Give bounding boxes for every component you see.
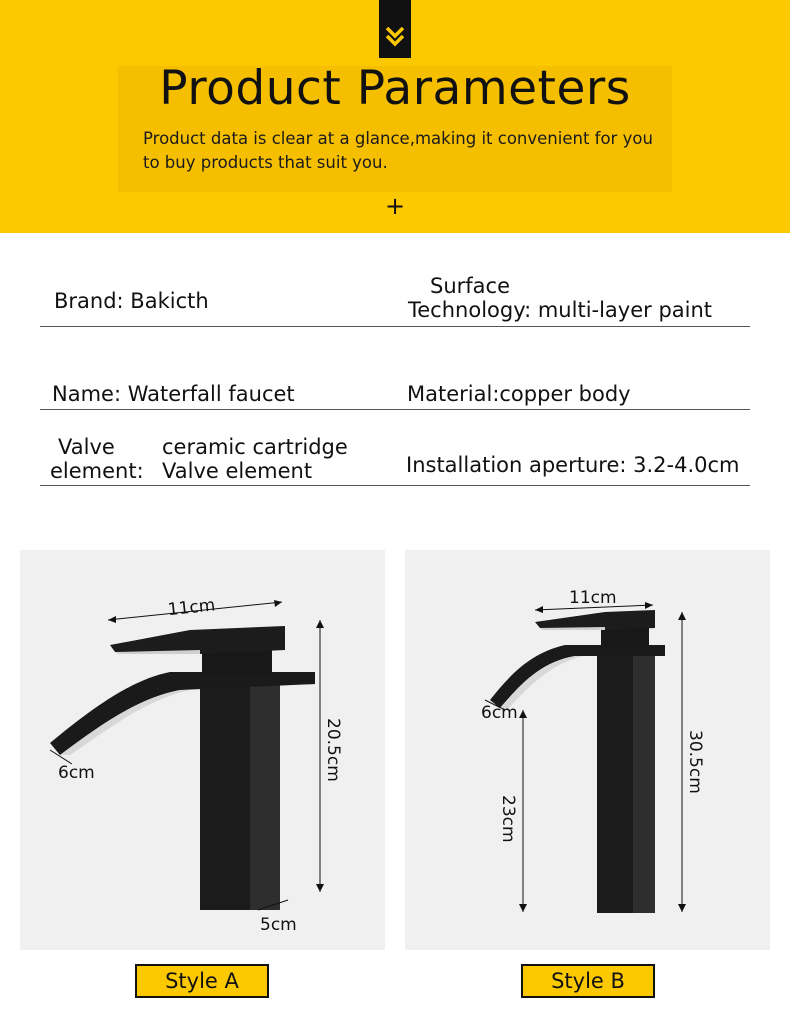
style-b-faucet-image: [405, 550, 770, 950]
param-surface-label-1: Surface: [430, 274, 511, 298]
page-title: Product Parameters: [159, 61, 631, 116]
param-name: Name: Waterfall faucet: [52, 382, 295, 406]
param-material: Material:copper body: [407, 382, 631, 406]
param-valve-value-1: ceramic cartridge: [162, 435, 348, 459]
style-a-width-label: 11cm: [166, 595, 217, 621]
style-a-spout-label: 6cm: [58, 763, 95, 783]
subtitle-line-2: to buy products that suit you.: [143, 153, 388, 172]
divider-row-3: [40, 485, 750, 486]
param-surface-technology: Technology: multi-layer paint: [408, 298, 713, 322]
style-a-button[interactable]: Style A: [135, 964, 269, 998]
style-b-body-label: 23cm: [498, 795, 518, 843]
style-a-height-label: 20.5cm: [323, 718, 343, 782]
divider-row-1: [40, 326, 750, 327]
style-b-width-label: 11cm: [569, 588, 617, 608]
header-banner: [0, 0, 790, 233]
faucet-b-handle: [535, 610, 655, 630]
double-chevron-down-icon: [379, 0, 411, 58]
plus-icon: +: [384, 192, 406, 220]
style-b-spout-label: 6cm: [481, 703, 518, 723]
param-installation-aperture: Installation aperture: 3.2-4.0cm: [406, 453, 740, 477]
param-valve-label-1: Valve: [58, 435, 115, 459]
divider-row-2: [40, 409, 750, 410]
param-valve-value-2: Valve element: [162, 459, 313, 483]
style-b-button[interactable]: Style B: [521, 964, 655, 998]
param-valve-label-2: element:: [50, 459, 144, 483]
style-a-base-label: 5cm: [260, 915, 297, 935]
style-a-faucet-image: [20, 550, 385, 950]
subtitle-line-1: Product data is clear at a glance,making it convenient for you: [143, 129, 653, 148]
style-b-height-label: 30.5cm: [685, 730, 705, 794]
page-subtitle: [143, 127, 703, 175]
faucet-a-handle: [110, 626, 285, 654]
param-brand: Brand: Bakicth: [54, 289, 209, 313]
